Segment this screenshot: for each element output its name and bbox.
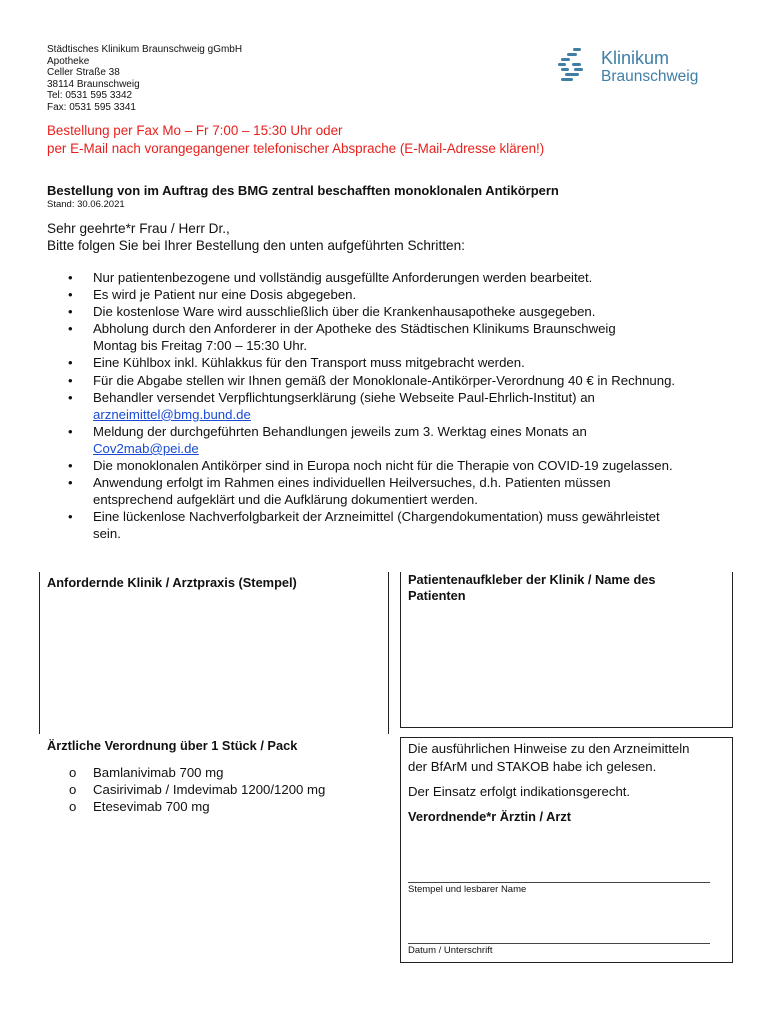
sender-line: Städtisches Klinikum Braunschweig gGmbH: [47, 44, 243, 55]
prescriber-label: Verordnende*r Ärztin / Arzt: [408, 809, 572, 824]
list-item: • Behandler versendet Verpflichtungserklärung (siehe Webseite Paul-Ehrlich-Institut) an arzneimittel@bmg.bund.de: [68, 389, 595, 422]
sender-line: 38114 Braunschweig: [47, 78, 140, 90]
indication-text: Der Einsatz erfolgt indikationsgerecht.: [408, 784, 631, 799]
list-item: • Es wird je Patient nur eine Dosis abgegeben.: [68, 287, 357, 303]
greeting: [47, 220, 465, 254]
patient-sticker-label: Patientenaufkleber der Klinik / Name des Patienten: [408, 572, 656, 603]
prescription-options: [47, 764, 325, 815]
signature-box: [400, 737, 733, 963]
sender-address: [47, 44, 242, 114]
intro-text: Bitte folgen Sie bei Ihrer Bestellung den unten aufgeführten Schritten:: [47, 238, 465, 253]
checkbox-circle-icon[interactable]: o: [69, 765, 77, 780]
pei-email-link[interactable]: Cov2mab@pei.de: [93, 440, 199, 456]
bullet-icon: •: [68, 372, 73, 388]
date-signature-line[interactable]: [408, 943, 710, 944]
logo-line-2: Braunschweig: [601, 68, 699, 85]
date-signature-caption: Datum / Unterschrift: [408, 945, 493, 956]
list-item: • Die monoklonalen Antikörper sind in Europa noch nicht für die Therapie von COVID-19 zugelassen.: [68, 458, 673, 474]
bullet-icon: •: [68, 458, 73, 474]
list-item: • Nur patientenbezogene und vollständig ausgefüllte Anforderungen werden bearbeitet.: [68, 270, 593, 285]
order-note-line-1: Bestellung per Fax Mo – Fr 7:00 – 15:30 Uhr oder: [47, 123, 343, 138]
bullet-icon: •: [68, 389, 73, 405]
stamp-name-caption: Stempel und lesbarer Name: [408, 884, 527, 895]
clinic-stamp-label: Anfordernde Klinik / Arztpraxis (Stempel): [47, 575, 297, 590]
list-item: • Eine lückenlose Nachverfolgbarkeit der Arzneimittel (Chargendokumentation) muss gewährleistet sein.: [68, 509, 660, 542]
bullet-icon: •: [68, 423, 73, 439]
salutation: Sehr geehrte*r Frau / Herr Dr.,: [47, 221, 230, 236]
bullet-icon: •: [68, 321, 73, 337]
document-date: Stand: 30.06.2021: [47, 199, 125, 210]
sender-line: Tel: 0531 595 3342: [47, 90, 133, 102]
confirmation-text: Die ausführlichen Hinweise zu den Arzneimitteln der BfArM und STAKOB habe ich gelesen.: [408, 741, 690, 774]
checkbox-circle-icon[interactable]: o: [69, 782, 77, 797]
clinic-stamp-box[interactable]: [39, 572, 389, 734]
klinikum-logo: [555, 48, 705, 88]
list-item: • Für die Abgabe stellen wir Ihnen gemäß der Monoklonale-Antikörper-Verordnung 40 € in Rechnung.: [68, 372, 676, 388]
bmg-email-link[interactable]: arzneimittel@bmg.bund.de: [93, 406, 251, 422]
bullet-icon: •: [68, 355, 73, 371]
klinikum-logo-mark-icon: [555, 48, 589, 84]
sender-line: Apotheke: [47, 55, 90, 67]
bullet-icon: •: [68, 304, 73, 320]
instruction-list: [47, 269, 747, 543]
document-title: Bestellung von im Auftrag des BMG zentral beschafften monoklonalen Antikörpern: [47, 183, 559, 198]
checkbox-circle-icon[interactable]: o: [69, 799, 77, 814]
list-item: • Abholung durch den Anforderer in der Apotheke des Städtischen Klinikums Braunschweig Montag bis Freitag 7:00 – 15:30 Uhr.: [68, 321, 616, 354]
order-instructions: [47, 122, 544, 158]
bullet-icon: •: [68, 270, 73, 285]
sender-line: Fax: 0531 595 3341: [47, 101, 136, 113]
bullet-icon: •: [68, 287, 73, 303]
order-note-line-2: per E-Mail nach vorangegangener telefonischer Absprache (E-Mail-Adresse klären!): [47, 141, 545, 156]
logo-wordmark: [601, 48, 698, 85]
bullet-icon: •: [68, 475, 73, 491]
bullet-icon: •: [68, 509, 73, 525]
prescription-title: Ärztliche Verordnung über 1 Stück / Pack: [47, 738, 298, 753]
list-item: • Eine Kühlbox inkl. Kühlakkus für den Transport muss mitgebracht werden.: [68, 355, 525, 371]
list-item: • Anwendung erfolgt im Rahmen eines individuellen Heilversuches, d.h. Patienten müssen entsprechend aufgeklärt und die Aufklärung dokumentiert werden.: [68, 475, 611, 508]
prescription-option[interactable]: o Casirivimab / Imdevimab 1200/1200 mg: [69, 782, 326, 797]
patient-sticker-box[interactable]: [400, 572, 733, 728]
prescription-option[interactable]: o Bamlanivimab 700 mg: [69, 765, 224, 780]
list-item: • Meldung der durchgeführten Behandlungen jeweils zum 3. Werktag eines Monats an Cov2mab@pei.de: [68, 423, 587, 456]
prescription-option[interactable]: o Etesevimab 700 mg: [69, 799, 210, 814]
sender-line: Celler Straße 38: [47, 67, 120, 79]
logo-line-1: Klinikum: [601, 48, 670, 68]
stamp-name-line[interactable]: [408, 882, 710, 883]
list-item: • Die kostenlose Ware wird ausschließlich über die Krankenhausapotheke ausgegeben.: [68, 304, 596, 320]
